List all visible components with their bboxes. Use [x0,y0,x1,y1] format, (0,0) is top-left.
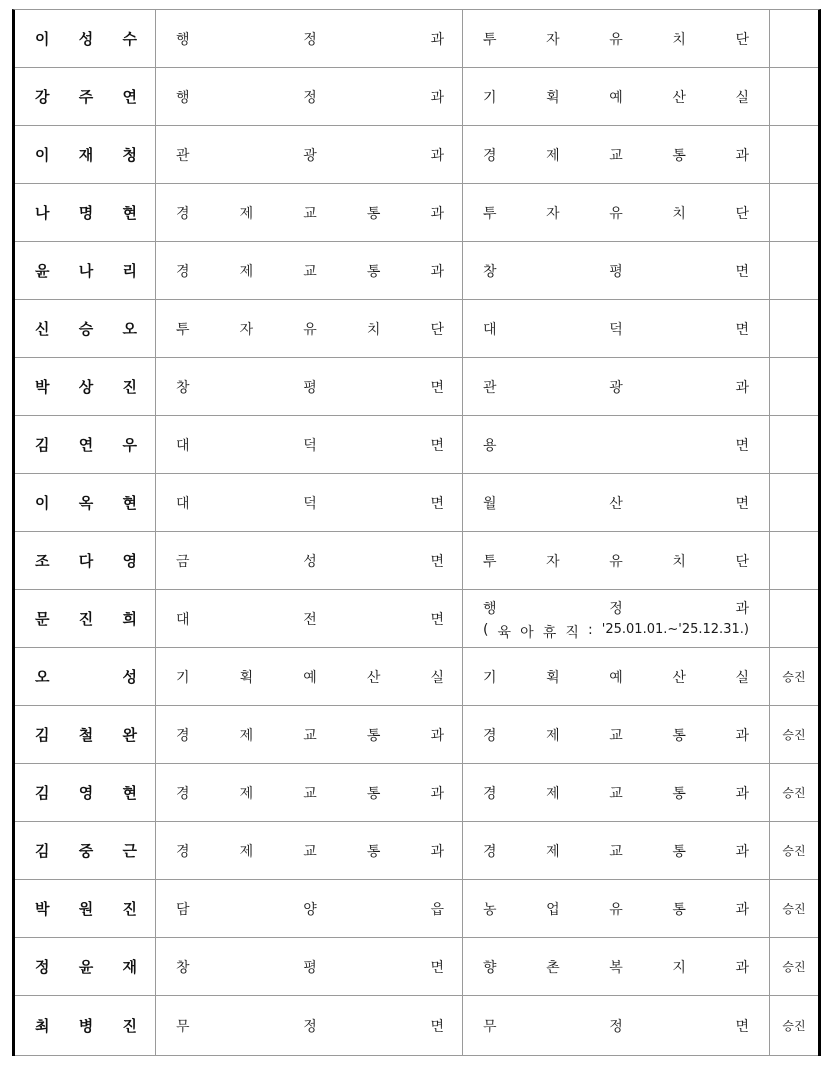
employee-name-cell [15,938,156,995]
new-dept: 관 광 과 [483,379,749,396]
remark-cell [770,126,818,183]
new-dept-cell [463,532,770,589]
remark-cell: 승진 [782,786,806,800]
employee-name-cell [15,648,156,705]
current-dept: 대 덕 면 [176,495,444,512]
table-row [15,242,818,300]
new-dept-cell [463,10,770,67]
remark-cell [770,68,818,125]
table-row [15,10,818,68]
current-dept: 행 정 과 [176,31,444,48]
current-dept-cell [156,938,463,995]
employee-name-cell [15,10,156,67]
new-dept-cell [463,764,770,821]
employee-name: 강 주 연 [35,88,137,106]
current-dept-cell [156,822,463,879]
current-dept-cell [156,126,463,183]
employee-name: 최 병 진 [35,1017,137,1035]
employee-name-cell [15,300,156,357]
current-dept-cell [156,300,463,357]
new-dept: 무 정 면 [483,1018,749,1035]
employee-name-cell [15,822,156,879]
new-dept: 투 자 유 치 단 [483,31,749,48]
current-dept-cell [156,184,463,241]
employee-name-cell [15,474,156,531]
new-dept-cell [463,126,770,183]
new-dept-cell [463,474,770,531]
remark-cell [770,242,818,299]
employee-name: 이 성 수 [35,30,137,48]
employee-name-cell [15,532,156,589]
current-dept: 금 성 면 [176,553,444,570]
new-dept-cell [463,822,770,879]
employee-name-cell [15,706,156,763]
table-row [15,474,818,532]
employee-name: 문 진 희 [35,610,137,628]
new-dept-cell [463,648,770,705]
employee-name-cell [15,996,156,1055]
current-dept-cell [156,880,463,937]
current-dept-cell [156,358,463,415]
employee-name-cell [15,184,156,241]
remark-cell [770,532,818,589]
remark-cell: 승진 [782,960,806,974]
employee-name-cell [15,358,156,415]
new-dept: 투 자 유 치 단 [483,553,749,570]
employee-name: 오 성 [35,668,137,686]
employee-name-cell [15,242,156,299]
current-dept: 대 덕 면 [176,437,444,454]
current-dept: 관 광 과 [176,147,444,164]
current-dept-cell [156,416,463,473]
current-dept: 투 자 유 치 단 [176,321,444,338]
employee-name: 김 영 현 [35,784,137,802]
remark-cell [770,416,818,473]
table-row [15,590,818,648]
remark-cell [770,474,818,531]
current-dept-cell [156,68,463,125]
employee-name: 김 철 완 [35,726,137,744]
new-dept-cell [463,938,770,995]
current-dept-cell [156,648,463,705]
new-dept-cell [463,590,770,647]
new-dept: 대 덕 면 [483,321,749,338]
employee-name-cell [15,880,156,937]
table-row [15,764,818,822]
current-dept: 담 양 읍 [176,901,444,918]
new-dept-cell [463,242,770,299]
new-dept: 경 제 교 통 과 [483,785,749,802]
employee-name: 신 승 오 [35,320,137,338]
new-dept: 기 획 예 산 실 [483,89,749,106]
employee-name: 나 명 현 [35,204,137,222]
current-dept: 창 평 면 [176,959,444,976]
new-dept: 향 촌 복 지 과 [483,959,749,976]
employee-name: 조 다 영 [35,552,137,570]
remark-cell [770,10,818,67]
new-dept-cell [463,68,770,125]
employee-name: 정 윤 재 [35,958,137,976]
remark-cell [770,590,818,647]
remark-cell [770,358,818,415]
employee-name: 김 연 우 [35,436,137,454]
table-row [15,300,818,358]
current-dept-cell [156,764,463,821]
leave-note: ( 육 아 휴 직 : '25.01.01.~'25.12.31.) [483,621,749,641]
current-dept-cell [156,532,463,589]
remark-cell: 승진 [782,844,806,858]
remark-cell [770,184,818,241]
new-dept-cell [463,358,770,415]
remark-cell [770,300,818,357]
table-row [15,706,818,764]
new-dept: 농 업 유 통 과 [483,901,749,918]
table-row [15,126,818,184]
remark-cell: 승진 [782,670,806,684]
employee-name-cell [15,764,156,821]
table-row [15,184,818,242]
personnel-table [12,9,821,1056]
table-row [15,648,818,706]
new-dept: 행 정 과 [483,600,749,617]
table-row [15,416,818,474]
new-dept: 경 제 교 통 과 [483,727,749,744]
remark-cell: 승진 [782,728,806,742]
current-dept: 대 전 면 [176,611,444,628]
current-dept: 기 획 예 산 실 [176,669,444,686]
employee-name-cell [15,590,156,647]
new-dept: 경 제 교 통 과 [483,147,749,164]
employee-name: 이 재 청 [35,146,137,164]
new-dept: 기 획 예 산 실 [483,669,749,686]
current-dept-cell [156,706,463,763]
new-dept: 투 자 유 치 단 [483,205,749,222]
new-dept: 창 평 면 [483,263,749,280]
current-dept-cell [156,590,463,647]
employee-name-cell [15,68,156,125]
table-row [15,68,818,126]
employee-name: 이 옥 현 [35,494,137,512]
new-dept: 경 제 교 통 과 [483,843,749,860]
current-dept-cell [156,10,463,67]
new-dept-cell [463,416,770,473]
current-dept: 무 정 면 [176,1018,444,1035]
employee-name-cell [15,416,156,473]
employee-name: 김 중 근 [35,842,137,860]
current-dept: 경 제 교 통 과 [176,843,444,860]
remark-cell: 승진 [782,902,806,916]
remark-cell: 승진 [782,1019,806,1033]
current-dept-cell [156,996,463,1055]
new-dept-cell [463,706,770,763]
new-dept-cell [463,300,770,357]
table-row [15,822,818,880]
current-dept-cell [156,474,463,531]
table-row [15,532,818,590]
current-dept-cell [156,242,463,299]
table-row [15,996,818,1056]
current-dept: 창 평 면 [176,379,444,396]
current-dept: 경 제 교 통 과 [176,785,444,802]
current-dept: 행 정 과 [176,89,444,106]
current-dept: 경 제 교 통 과 [176,727,444,744]
employee-name: 윤 나 리 [35,262,137,280]
new-dept-cell [463,880,770,937]
table-row [15,880,818,938]
table-row [15,938,818,996]
new-dept-cell [463,184,770,241]
employee-name-cell [15,126,156,183]
current-dept: 경 제 교 통 과 [176,263,444,280]
employee-name: 박 원 진 [35,900,137,918]
current-dept: 경 제 교 통 과 [176,205,444,222]
new-dept: 용 면 [483,437,749,454]
table-row [15,358,818,416]
new-dept: 월 산 면 [483,495,749,512]
new-dept-cell [463,996,770,1055]
employee-name: 박 상 진 [35,378,137,396]
